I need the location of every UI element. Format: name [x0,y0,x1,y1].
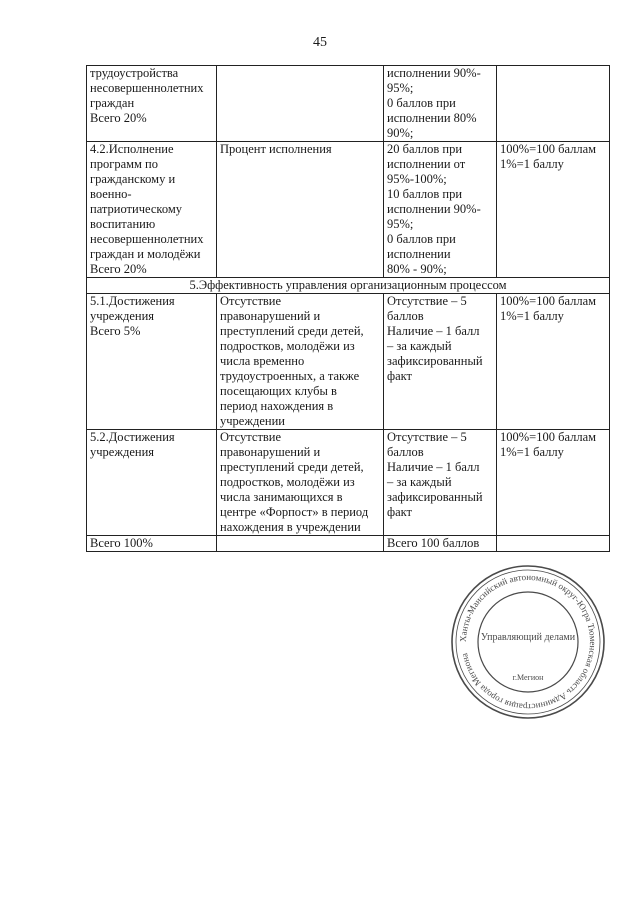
stamp-center-text: Управляющий делами [480,632,576,643]
table-cell: 100%=100 баллам 1%=1 баллу [497,142,610,278]
table-cell: исполнении 90%- 95%; 0 баллов при исполнении 80% 90%; [384,66,497,142]
table-cell: 5.1.Достижения учреждения Всего 5% [87,294,217,430]
table-cell: Всего 100% [87,536,217,552]
table-cell: 4.2.Исполнение программ по гражданскому и военно- патриотическому воспитанию несовершеннолетних граждан и молодёжи Всего 20% [87,142,217,278]
table-cell [217,536,384,552]
table-cell: 100%=100 баллам 1%=1 баллу [497,430,610,536]
table-cell: 100%=100 баллам 1%=1 баллу [497,294,610,430]
table-cell [497,536,610,552]
table-cell: Всего 100 баллов [384,536,497,552]
section-heading: 5.Эффективность управления организационным процессом [87,278,610,294]
table-cell: 20 баллов при исполнении от 95%-100%; 10 баллов при исполнении 90%- 95%; 0 баллов при исполнении 80% - 90%; [384,142,497,278]
table-row [87,66,610,142]
stamp-ring-text: Ханты-Мансийский автономный округ-Югра Тюменская область Администрация города Мегиона [457,571,599,713]
table-row [87,142,610,278]
table-cell [217,66,384,142]
section-row [87,278,610,294]
page-number: 45 [313,35,327,50]
table-row [87,536,610,552]
table-cell: Отсутствие правонарушений и преступлений среди детей, подростков, молодёжи из числа занимающихся в центре «Форпост» в период нахождения в учреждении [217,430,384,536]
criteria-table [86,65,610,552]
table-cell: Отсутствие – 5 баллов Наличие – 1 балл – за каждый зафиксированный факт [384,294,497,430]
official-stamp [448,562,608,722]
table-cell [497,66,610,142]
table-cell: Отсутствие правонарушений и преступлений среди детей, подростков, молодёжи из числа временно трудоустроенных, а также посещающих клубы в период нахождения в учреждении [217,294,384,430]
table-cell: Процент исполнения [217,142,384,278]
table-row [87,430,610,536]
table-cell: трудоустройства несовершеннолетних граждан Всего 20% [87,66,217,142]
table-cell: Отсутствие – 5 баллов Наличие – 1 балл – за каждый зафиксированный факт [384,430,497,536]
table-row [87,294,610,430]
table-cell: 5.2.Достижения учреждения [87,430,217,536]
stamp-bottom-text: г.Мегион [512,673,544,682]
